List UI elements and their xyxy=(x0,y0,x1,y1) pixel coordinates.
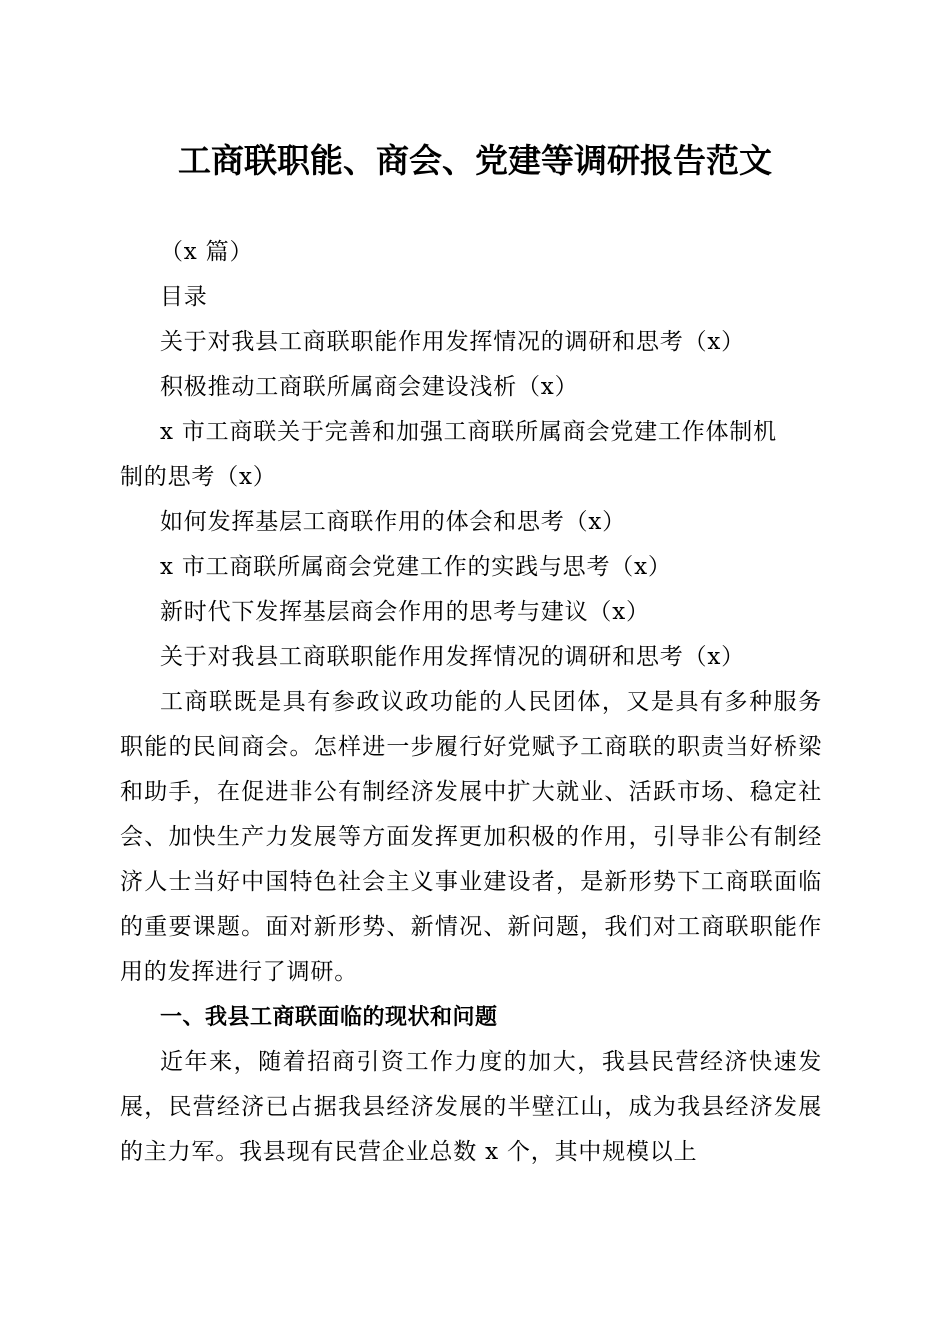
toc-item: 如何发挥基层工商联作用的体会和思考（x） xyxy=(160,509,626,535)
toc-item: 新时代下发挥基层商会作用的思考与建议（x） xyxy=(160,599,650,625)
section-heading: 一、我县工商联面临的现状和问题 xyxy=(160,1005,498,1030)
toc-item: x 市工商联所属商会党建工作的实践与思考（x） xyxy=(160,554,672,580)
toc-item: 积极推动工商联所属商会建设浅析（x） xyxy=(160,374,579,400)
section-paragraph: 近年来，随着招商引资工作力度的加大，我县民营经济快速发展，民营经济已占据我县经济发展的半壁江山，成为我县经济发展的主力军。我县现有民营企业总数 x 个，其中规模以上 xyxy=(120,1049,822,1165)
toc-item xyxy=(120,410,822,500)
document-body xyxy=(120,230,822,1175)
toc-item-line: 制的思考（x） xyxy=(120,464,277,490)
count-note: （x 篇） xyxy=(160,239,254,265)
document-title: 工商联职能、商会、党建等调研报告范文 xyxy=(178,141,772,180)
toc-label: 目录 xyxy=(160,284,208,310)
toc-item: 关于对我县工商联职能作用发挥情况的调研和思考（x） xyxy=(160,329,745,355)
article-title: 关于对我县工商联职能作用发挥情况的调研和思考（x） xyxy=(160,644,745,670)
intro-paragraph: 工商联既是具有参政议政功能的人民团体，又是具有多种服务职能的民间商会。怎样进一步履行好党赋予工商联的职责当好桥梁和助手，在促进非公有制经济发展中扩大就业、活跃市场、稳定社会、加快生产力发展等方面发挥更加积极的作用，引导非公有制经济人士当好中国特色社会主义事业建设者，是新形势下工商联面临的重要课题。面对新形势、新情况、新问题，我们对工商联职能作用的发挥进行了调研。 xyxy=(120,689,822,985)
toc-item-line: x 市工商联关于完善和加强工商联所属商会党建工作体制机 xyxy=(160,419,777,445)
table-of-contents xyxy=(120,320,822,635)
